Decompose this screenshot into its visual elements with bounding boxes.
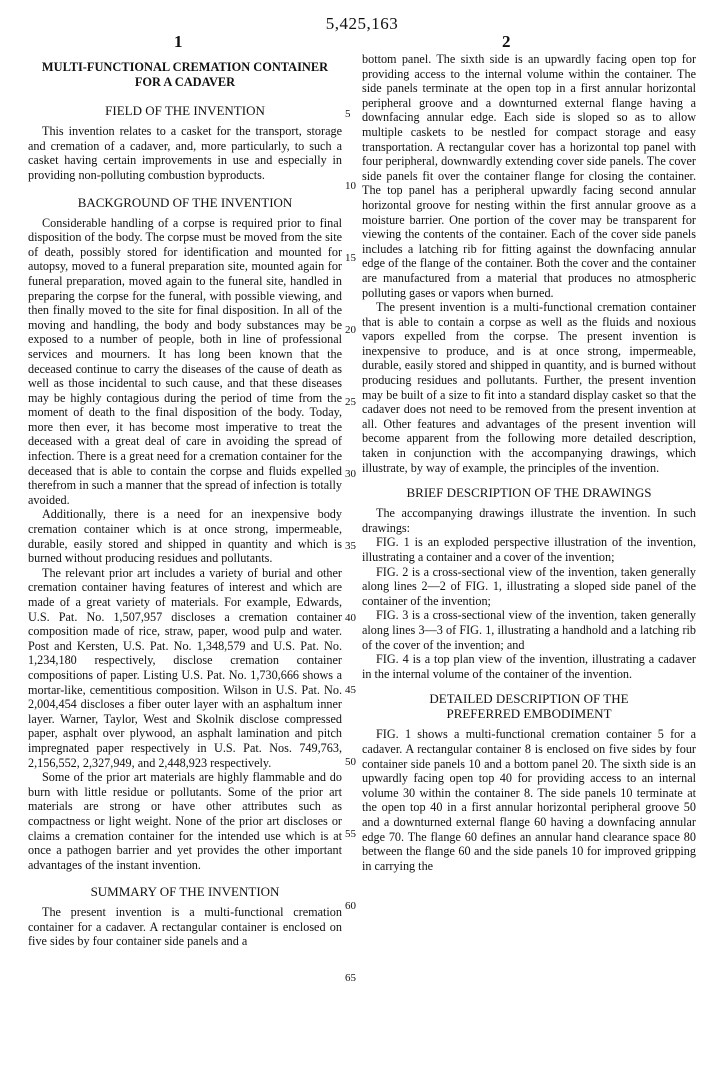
detailed-description-heading: DETAILED DESCRIPTION OF THE PREFERRED EMBODIMENT bbox=[429, 691, 629, 722]
summary-paragraph-continued: bottom panel. The sixth side is an upwardly facing open top for providing access to the internal volume within the container. The side panels terminate at the open top in a first annular horizontal peripheral groove and a downturned external flange having a downfacing annular edge. Each side is sloped so as to allow multiple caskets to be nestled for compact storage and easy transportation. A rectangular cover has a horizontal top panel with four peripheral, downwardly extending cover side panels. The cover side panels fit over the container flange for closing the container. The top panel has a peripheral upwardly facing second annular horizontal groove for nesting within the first annular groove as a moisture barrier. One portion of the cover may be transparent for viewing the contents of the container. Each of the cover side panels includes a latching rib for fitting against the downfacing annular edge of the flange of the container. Both the cover and the container are manufactured from a material that produces no atmospheric polluting gases or vapors when burned. bbox=[362, 52, 696, 300]
drawings-heading: BRIEF DESCRIPTION OF THE DRAWINGS bbox=[406, 485, 652, 501]
line-number: 50 bbox=[345, 756, 356, 768]
right-column bbox=[362, 52, 696, 873]
line-number: 15 bbox=[345, 252, 356, 264]
field-heading: FIELD OF THE INVENTION bbox=[105, 103, 265, 119]
line-number: 40 bbox=[345, 612, 356, 624]
line-number: 25 bbox=[345, 396, 356, 408]
background-paragraph-4: Some of the prior art materials are highly flammable and do burn with little residue or pollutants. Some of the prior art materials are strong or have other attributes such as compactness or light weight. None of the prior art discloses or claims a cremation container for the intended use which is at once a pathogen barrier and yet provides the other important advantages of the instant invention. bbox=[28, 770, 342, 872]
column-number-left: 1 bbox=[174, 32, 183, 51]
line-number: 65 bbox=[345, 972, 356, 984]
drawings-paragraph-1: The accompanying drawings illustrate the invention. In such drawings: bbox=[362, 506, 696, 535]
summary-paragraph-1: The present invention is a multi-functional cremation container for a cadaver. A rectangular container is enclosed on five sides by four container side panels and a bbox=[28, 905, 342, 949]
line-number: 35 bbox=[345, 540, 356, 552]
background-paragraph-2: Additionally, there is a need for an inexpensive body cremation container which is at once strong, impermeable, durable, easily stored and shipped in quantity and which is burned without producing residues and pollutants. bbox=[28, 507, 342, 566]
summary-heading: SUMMARY OF THE INVENTION bbox=[90, 884, 280, 900]
detailed-paragraph-1: FIG. 1 shows a multi-functional cremation container 5 for a cadaver. A rectangular container 8 is enclosed on five sides by four container side panels 10 and a bottom panel 20. The sixth side is an upwardly facing open top 40 for providing access to an internal volume 30 within the container 8. The side panels 10 terminate at the open top 40 in a first annular horizontal peripheral groove 50 and a downturned external flange 60 having a downfacing annular edge 70. The flange 60 defines an annular hand clearance space 80 between the flange 60 and the side panels 10 for improved gripping in carrying the bbox=[362, 727, 696, 873]
line-number: 10 bbox=[345, 180, 356, 192]
line-number: 20 bbox=[345, 324, 356, 336]
line-number: 60 bbox=[345, 900, 356, 912]
document-title: MULTI-FUNCTIONAL CREMATION CONTAINER FOR A CADAVER bbox=[41, 60, 329, 89]
background-heading: BACKGROUND OF THE INVENTION bbox=[77, 194, 293, 210]
field-paragraph: This invention relates to a casket for the transport, storage and cremation of a cadaver, and, more particularly, to such a casket having certain improvements in use and especially in providing non-polluting combustion byproducts. bbox=[28, 124, 342, 182]
line-number: 45 bbox=[345, 684, 356, 696]
drawings-paragraph-4: FIG. 3 is a cross-sectional view of the invention, taken generally along lines 3—3 of FIG. 1, illustrating a handhold and a latching rib of the cover of the invention; and bbox=[362, 608, 696, 652]
drawings-paragraph-3: FIG. 2 is a cross-sectional view of the invention, taken generally along lines 2—2 of FIG. 1, illustrating a sloped side panel of the container of the invention; bbox=[362, 564, 696, 608]
left-column bbox=[28, 52, 342, 949]
column-number-right: 2 bbox=[502, 32, 511, 51]
patent-number: 5,425,163 bbox=[325, 14, 399, 33]
line-number: 30 bbox=[345, 468, 356, 480]
line-number: 55 bbox=[345, 828, 356, 840]
background-paragraph-3: The relevant prior art includes a variety of burial and other cremation container having features of interest and which are made of a great variety of materials. For example, Edwards, U.S. Pat. No. 1,507,957 discloses a cremation container composition made of rice, straw, paper, wood pulp and water. Post and Kersten, U.S. Pat. No. 1,348,579 and U.S. Pat. No. 1,234,180 respectively, disclose cremation container compositions of paper. Listing U.S. Pat. No. 1,730,666 shows a mortar-like, cementitious composition. Wilson in U.S. Pat. No. 2,004,454 discloses a fiber outer layer with an asphaltum inner layer. Warner, Taylor, West and Skolnik disclose compressed paper, asphalt over plywood, an asphalt lamination and pitch impregnated paper respectively in U.S. Pat. Nos. 749,763, 2,156,552, 2,327,949, and 2,448,923 respectively. bbox=[28, 565, 342, 770]
background-paragraph-1: Considerable handling of a corpse is required prior to final disposition of the body. The corpse must be moved from the site of death, possibly stored for identification and mounted for autopsy, moved to a funeral preparation site, mounted again for funeral preparation, moved again to the funeral site, handled in preparing the corpse for the funeral, with possible viewing, and then finally moved to the site for final disposition. In all of the moving and handling, the body and body substances may be exposed to a number of people, both in line of professional services and mourners. It has long been known that the deceased continue to carry the diseases of the cause of death as well as those incidental to such cause, and that these diseases may be highly contagious during the period of time from the moment of death to the final disposition of the body. Today, more then ever, it has become most imperative to treat the deceased with a great deal of care in avoiding the spread of infection. There is a great need for a cremation container for the deceased that is able to contain the corpse and fluids expelled therefrom in such a manner that the spread of infection is totally avoided. bbox=[28, 215, 342, 507]
summary-paragraph-2: The present invention is a multi-functional cremation container that is able to contain a corpse as well as the fluids and noxious vapors expelled from the corpse. The present invention is inexpensive to produce, and is at once strong, impermeable, durable, easily stored and shipped in quantity, and is burned without producing residues and pollutants. Further, the present invention may be built of a size to fit into a standard display casket so that the cadaver does not need to be removed from the present invention at all. Other features and advantages of the present invention will become apparent from the following more detailed description, taken in conjunction with the accompanying drawings, which illustrate, by way of example, the principles of the invention. bbox=[362, 300, 696, 475]
drawings-paragraph-2: FIG. 1 is an exploded perspective illustration of the invention, illustrating a container and a cover of the invention; bbox=[362, 535, 696, 564]
drawings-paragraph-5: FIG. 4 is a top plan view of the invention, illustrating a cadaver in the internal volume of the container of the invention. bbox=[362, 652, 696, 681]
line-number: 5 bbox=[345, 108, 351, 120]
